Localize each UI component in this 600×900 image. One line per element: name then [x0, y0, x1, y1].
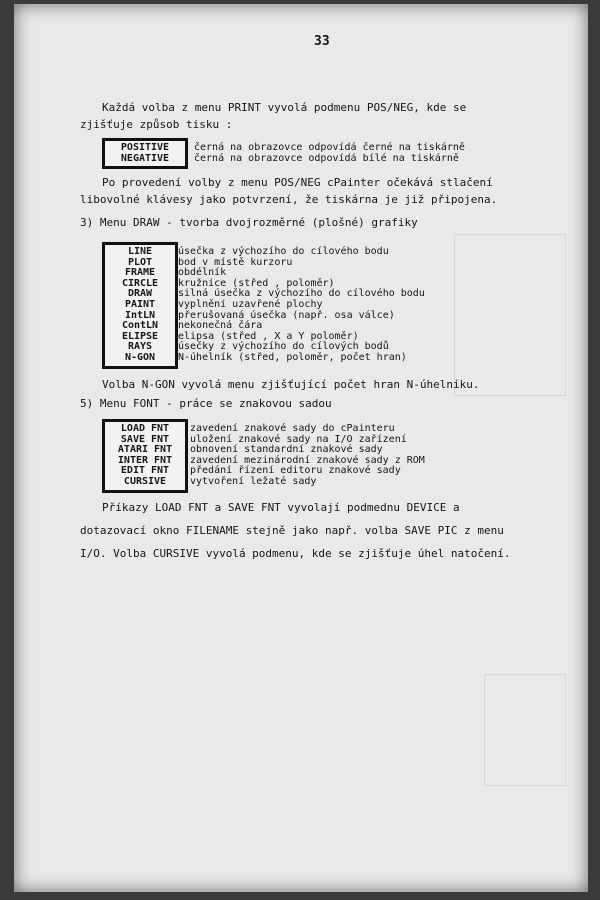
description-line: obdélník [178, 267, 227, 279]
box-item: PLOT [127, 256, 153, 268]
description-line: přerušovaná úsečka (např. osa válce) [178, 309, 395, 321]
posneg-descriptions [194, 143, 465, 164]
description-line: obnovení standardní znakové sady [190, 444, 383, 456]
font-option-box [102, 419, 188, 493]
posneg-option-box [102, 138, 188, 169]
description-line: úsečky z výchozího do cílových bodů [178, 341, 389, 353]
description-line: N-úhelník (střed, poloměr, počet hran) [178, 351, 407, 363]
description-line: úsečka z výchozího do cílového bodu [178, 246, 389, 257]
paragraph-line: Každá volba z menu PRINT vyvolá podmenu POS/NEG, kde se [102, 101, 467, 114]
document-page [14, 4, 588, 892]
description-line: uložení znakové sady na I/O zařízení [190, 433, 407, 445]
paragraph-line: dotazovací okno FILENAME stejně jako např. volba SAVE PIC z menu [80, 524, 504, 537]
description-line: silná úsečka z výchozího do cílového bodu [178, 288, 425, 300]
heading-menu-font: 5) Menu FONT - práce se znakovou sadou [80, 397, 332, 410]
description-line: nekonečná čára [178, 320, 263, 332]
paragraph-ngon: Volba N-GON vyvolá menu zjišťující počet hran N-úhelníku. [102, 378, 480, 391]
box-item: ATARI FNT [117, 444, 173, 456]
box-item: LINE [127, 246, 153, 257]
description-line: kružnice (střed , poloměr) [178, 277, 335, 289]
box-item: RAYS [127, 341, 153, 353]
paragraph-line: libovolné klávesy jako potvrzení, že tiskárna je již připojena. [80, 193, 498, 206]
box-item: DRAW [127, 288, 153, 300]
box-item: CURSIVE [123, 475, 167, 487]
box-item: INTER FNT [117, 454, 173, 466]
box-item: CIRCLE [121, 277, 159, 289]
bleedthrough-figure-upper [454, 234, 566, 396]
draw-descriptions [178, 247, 425, 364]
box-item: PAINT [124, 298, 156, 310]
box-item: POSITIVE [120, 142, 170, 153]
bleedthrough-figure-lower [484, 674, 566, 786]
draw-option-box [102, 242, 178, 369]
description-line: černá na obrazovce odpovídá černé na tiskárně [194, 142, 465, 153]
paragraph-line: zjišťuje způsob tisku : [80, 118, 233, 131]
description-line: černá na obrazovce odpovídá bílé na tiskárně [194, 152, 459, 164]
page-number: 33 [314, 34, 330, 49]
box-item: FRAME [124, 267, 156, 279]
paragraph-font-commands [80, 496, 511, 565]
box-item: SAVE FNT [120, 433, 170, 445]
box-item: LOAD FNT [120, 423, 170, 434]
paragraph-print [80, 99, 467, 133]
description-line: vyplnění uzavřené plochy [178, 298, 323, 310]
paragraph-posneg [80, 174, 498, 208]
box-item: ELIPSE [121, 330, 159, 342]
description-line: zavedení mezinárodní znakové sady z ROM [190, 454, 425, 466]
description-line: elipsa (střed , X a Y poloměr) [178, 330, 359, 342]
font-descriptions [190, 424, 425, 488]
box-item: EDIT FNT [120, 465, 170, 477]
description-line: vytvoření ležaté sady [190, 475, 317, 487]
description-line: předání řízení editoru znakové sady [190, 465, 401, 477]
paragraph-line: Po provedení volby z menu POS/NEG cPainter očekává stlačení [102, 176, 493, 189]
box-item: ContLN [121, 320, 159, 332]
description-line: zavedení znakové sady do cPainteru [190, 423, 395, 434]
paragraph-line: I/O. Volba CURSIVE vyvolá podmenu, kde se zjišťuje úhel natočení. [80, 547, 511, 560]
box-item: N-GON [124, 351, 156, 363]
box-item: IntLN [124, 309, 156, 321]
heading-menu-draw: 3) Menu DRAW - tvorba dvojrozměrné (plošné) grafiky [80, 216, 418, 229]
paragraph-line: Příkazy LOAD FNT a SAVE FNT vyvolají podmednu DEVICE a [102, 501, 460, 514]
description-line: bod v místě kurzoru [178, 256, 293, 268]
box-item: NEGATIVE [120, 152, 170, 164]
